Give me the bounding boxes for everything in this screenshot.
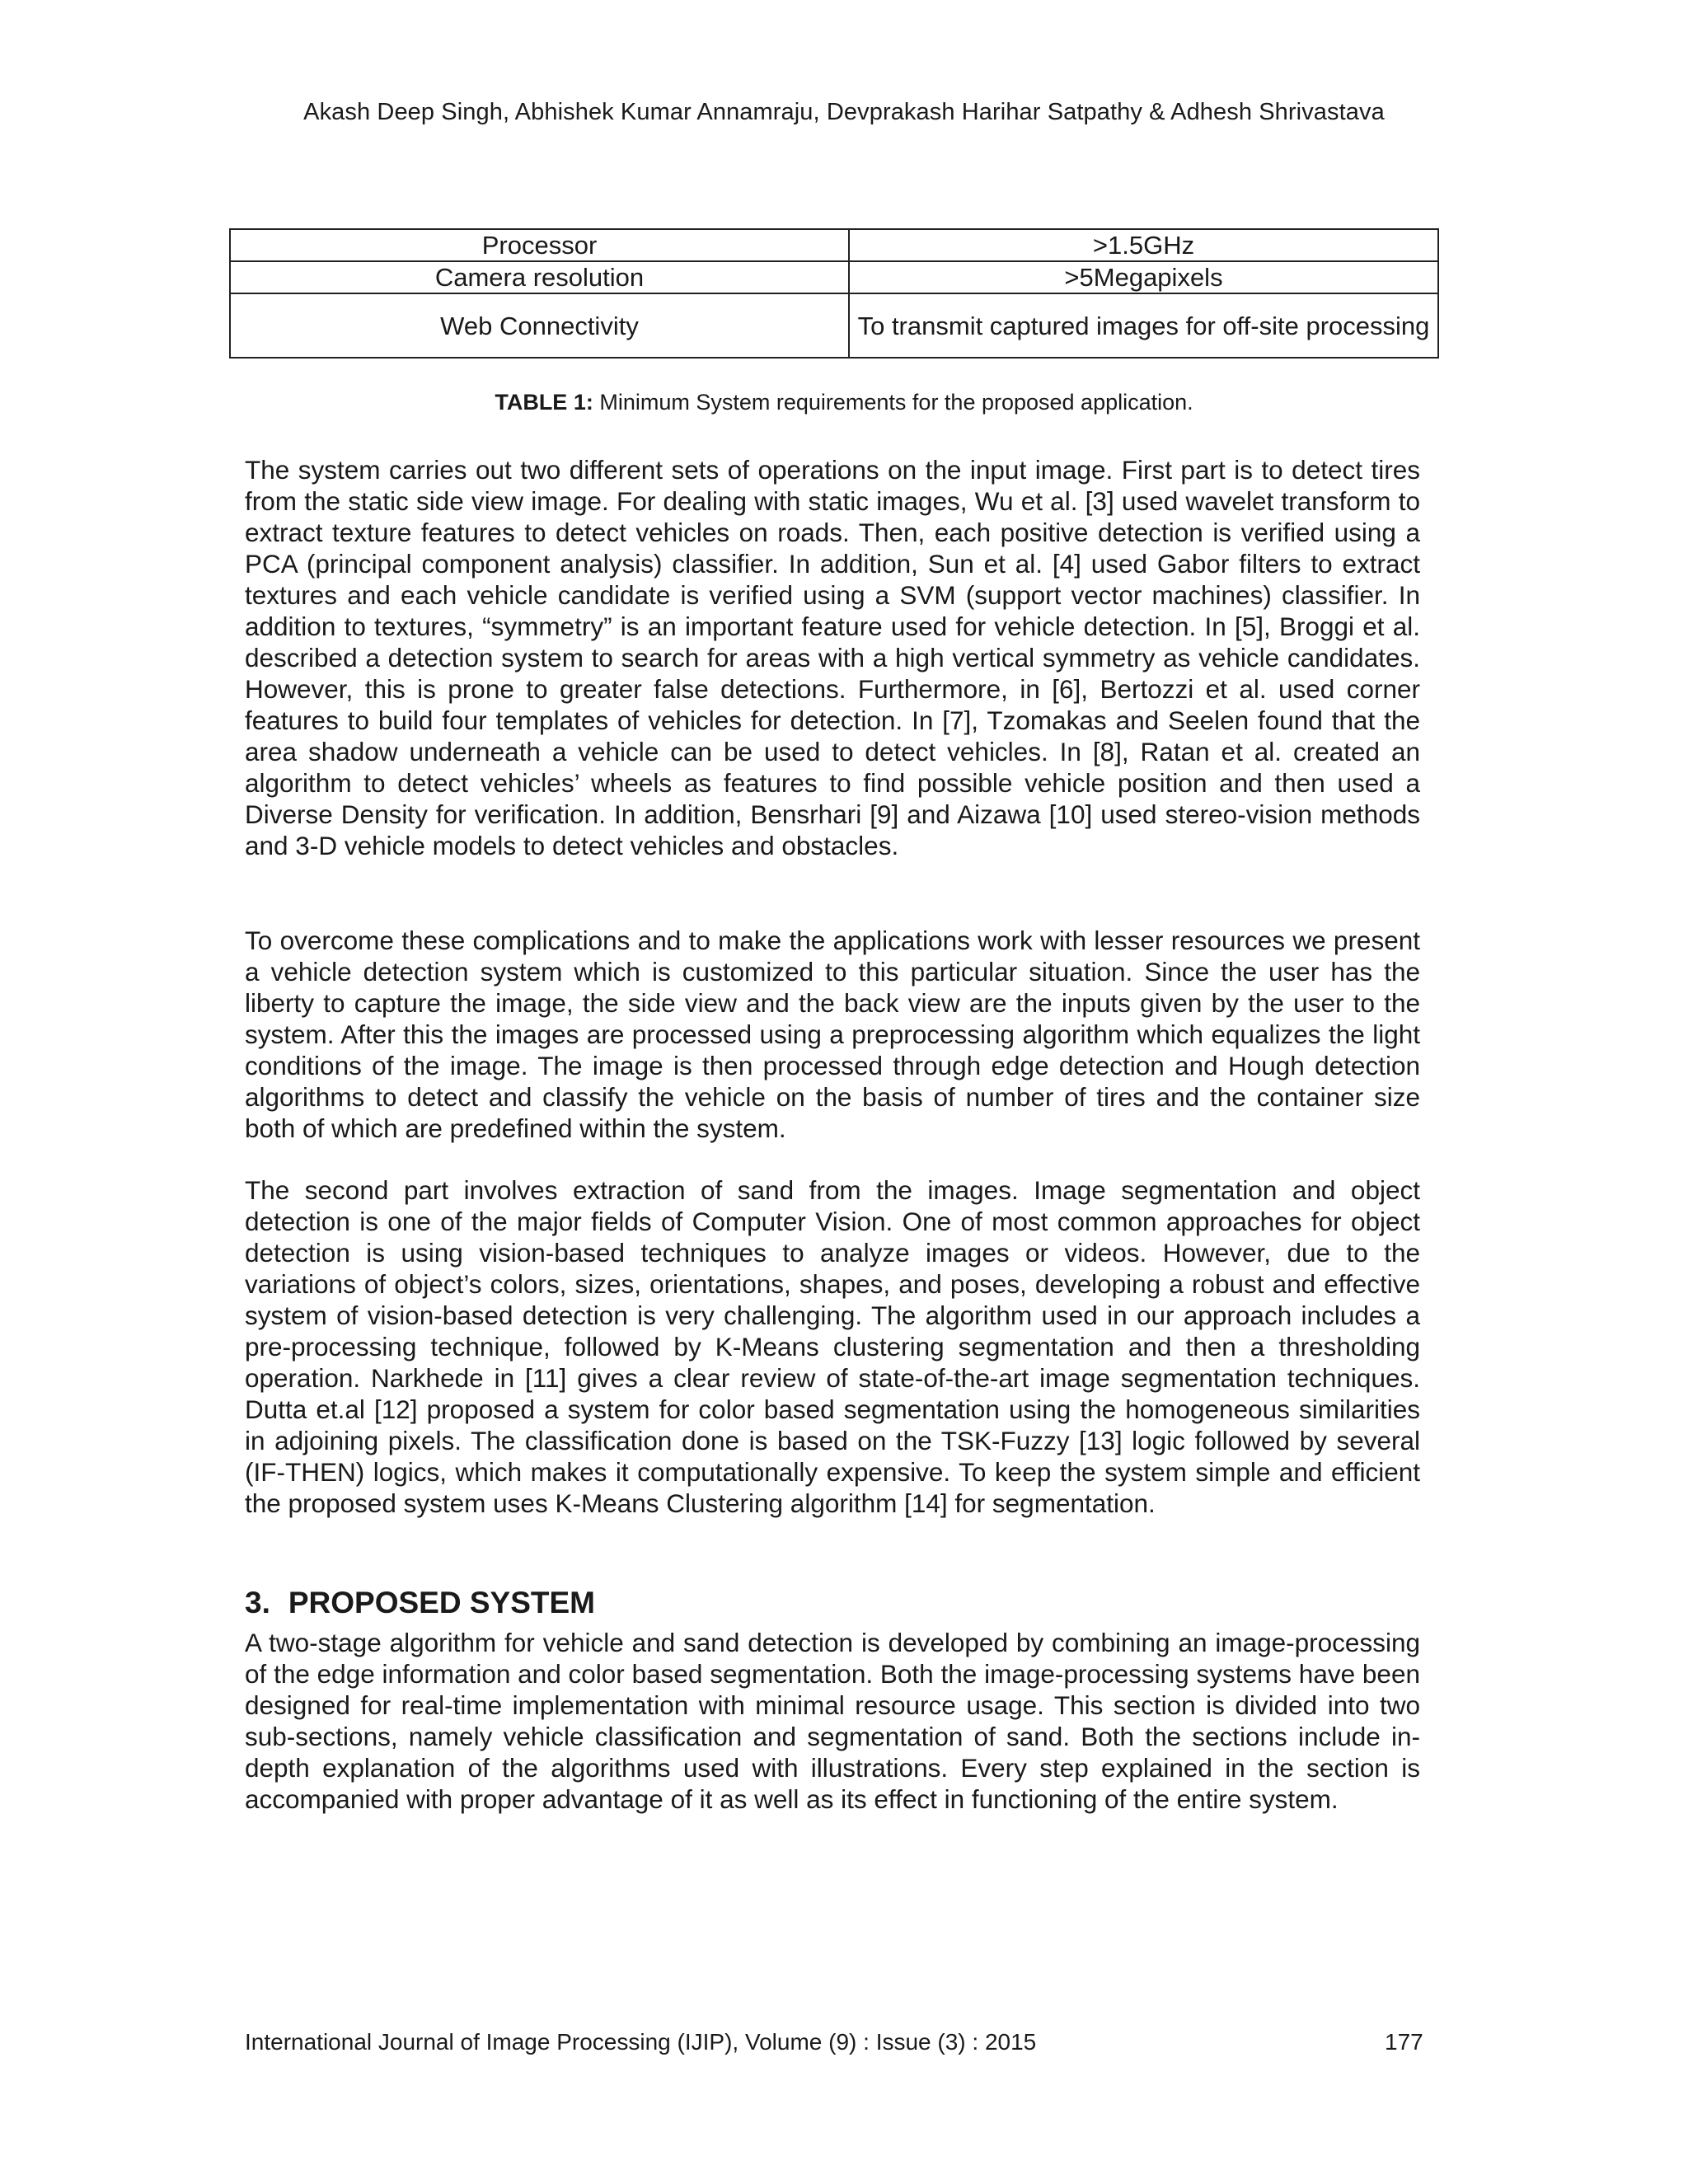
- section-title: PROPOSED SYSTEM: [288, 1586, 595, 1619]
- table-row: [230, 261, 1438, 293]
- body-paragraph-related-work: The system carries out two different sets of operations on the input image. First part is to detect tires from the static side view image. For dealing with static images, Wu et al. [3] used wavelet transform to extract texture features to detect vehicles on roads. Then, each positive detection is verified using a PCA (principal component analysis) classifier. In addition, Sun et al. [4] used Gabor filters to extract textures and each vehicle candidate is verified using a SVM (support vector machines) classifier. In addition to textures, “symmetry” is an important feature used for vehicle detection. In [5], Broggi et al. described a detection system to search for areas with a high vertical symmetry as vehicle candidates. However, this is prone to greater false detections. Furthermore, in [6], Bertozzi et al. used corner features to build four templates of vehicles for detection. In [7], Tzomakas and Seelen found that the area shadow underneath a vehicle can be used to detect vehicles. In [8], Ratan et al. created an algorithm to detect vehicles’ wheels as features to find possible vehicle position and then used a Diverse Density for verification. In addition, Bensrhari [9] and Aizawa [10] used stereo-vision methods and 3-D vehicle models to detect vehicles and obstacles.: [245, 455, 1420, 860]
- section-heading: [245, 1585, 595, 1621]
- footer-journal-info: International Journal of Image Processing (IJIP), Volume (9) : Issue (3) : 2015: [245, 2029, 1037, 2055]
- running-header-authors: Akash Deep Singh, Abhishek Kumar Annamraju, Devprakash Harihar Satpathy & Adhesh Shrivastava: [303, 99, 1385, 125]
- page-number: 177: [1385, 2029, 1423, 2055]
- requirements-table: [229, 228, 1439, 359]
- table-cell-camera-value: >5Megapixels: [849, 261, 1438, 293]
- body-paragraph-sand-extraction: The second part involves extraction of sand from the images. Image segmentation and object detection is one of the major fields of Computer Vision. One of most common approaches for object detection is using vision-based techniques to analyze images or videos. However, due to the variations of object’s colors, sizes, orientations, shapes, and poses, developing a robust and effective system of vision-based detection is very challenging. The algorithm used in our approach includes a pre-processing technique, followed by K-Means clustering segmentation and then a thresholding operation. Narkhede in [11] gives a clear review of state-of-the-art image segmentation techniques. Dutta et.al [12] proposed a system for color based segmentation using the homogeneous similarities in adjoining pixels. The classification done is based on the TSK-Fuzzy [13] logic followed by several (IF-THEN) logics, which makes it computationally expensive. To keep the system simple and efficient the proposed system uses K-Means Clustering algorithm [14] for segmentation.: [245, 1175, 1420, 1518]
- table-row: [230, 229, 1438, 261]
- body-paragraph-overview: To overcome these complications and to make the applications work with lesser resources we present a vehicle detection system which is customized to this particular situation. Since the user has the liberty to capture the image, the side view and the back view are the inputs given by the user to the system. After this the images are processed using a preprocessing algorithm which equalizes the light conditions of the image. The image is then processed through edge detection and Hough detection algorithms to detect and classify the vehicle on the basis of number of tires and the container size both of which are predefined within the system.: [245, 926, 1420, 1143]
- body-paragraph-proposed-system: A two-stage algorithm for vehicle and sand detection is developed by combining an image-processing of the edge information and color based segmentation. Both the image-processing systems have been designed for real-time implementation with minimal resource usage. This section is divided into two sub-sections, namely vehicle classification and segmentation of sand. Both the sections include in-depth explanation of the algorithms used with illustrations. Every step explained in the section is accompanied with proper advantage of it as well as its effect in functioning of the entire system.: [245, 1628, 1420, 1814]
- table-cell-camera-label: Camera resolution: [230, 261, 849, 293]
- table-cell-processor-label: Processor: [230, 229, 849, 261]
- table-cell-web-value: To transmit captured images for off-site processing: [849, 293, 1438, 358]
- table-caption: [0, 390, 1688, 415]
- section-number: 3.: [245, 1586, 270, 1619]
- table-cell-web-label: Web Connectivity: [230, 293, 849, 358]
- table-caption-label: TABLE 1:: [495, 390, 593, 415]
- table-row: [230, 293, 1438, 358]
- table-cell-processor-value: >1.5GHz: [849, 229, 1438, 261]
- table-caption-text: Minimum System requirements for the proposed application.: [593, 390, 1193, 415]
